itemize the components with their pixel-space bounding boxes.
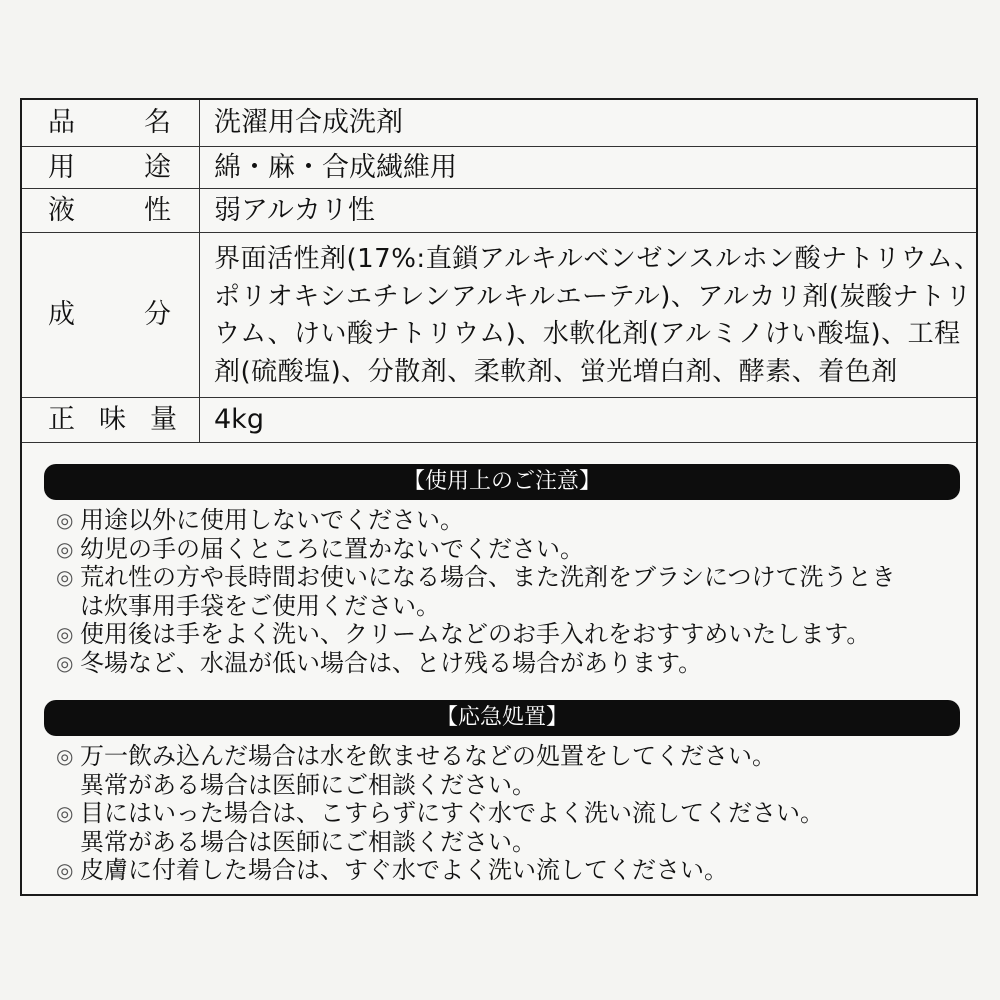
- list-item: [56, 742, 966, 799]
- list-item: [56, 799, 966, 856]
- spec-label: [22, 233, 200, 398]
- label-char: 正: [48, 404, 75, 435]
- spec-value: 弱アルカリ性: [200, 189, 977, 233]
- double-circle-icon: ◎: [56, 650, 74, 675]
- label-char: 途: [144, 151, 171, 183]
- ingredients-line: ウム、けい酸ナトリウム)、水軟化剤(アルミノけい酸塩)、工程: [214, 319, 961, 349]
- note-text: 荒れ性の方や長時間お使いになる場合、また洗剤をブラシにつけて洗うとき: [80, 563, 896, 591]
- label-panel: [20, 98, 981, 896]
- list-item: [56, 856, 966, 885]
- label-char: 量: [150, 404, 177, 435]
- spec-row-net-quantity: [22, 398, 976, 443]
- note-text: 用途以外に使用しないでください。: [80, 506, 464, 534]
- spec-label: [22, 189, 200, 233]
- list-item: [56, 535, 966, 564]
- note-text: 異常がある場合は医師にご相談ください。: [80, 827, 536, 856]
- note-text: 使用後は手をよく洗い、クリームなどのお手入れをおすすめいたします。: [80, 620, 871, 648]
- label-char: 味: [99, 404, 126, 435]
- emergency-header: 【応急処置】: [44, 700, 960, 736]
- spec-row-liquidity: [22, 189, 976, 233]
- emergency-list: [56, 742, 966, 885]
- double-circle-icon: ◎: [56, 744, 74, 768]
- double-circle-icon: ◎: [56, 801, 74, 825]
- ingredients-line: 剤(硫酸塩)、分散剤、柔軟剤、蛍光増白剤、酵素、着色剤: [214, 356, 898, 387]
- label-char: 液: [48, 194, 75, 226]
- note-text: 皮膚に付着した場合は、すぐ水でよく洗い流してください。: [80, 856, 728, 884]
- note-text: は炊事用手袋をご使用ください。: [80, 591, 440, 620]
- spec-row-usage: [22, 147, 976, 189]
- note-text: 万一飲み込んだ場合は水を飲ませるなどの処置をしてください。: [80, 742, 776, 770]
- spec-value: 洗濯用合成洗剤: [200, 100, 977, 147]
- ingredients-line: ポリオキシエチレンアルキルエーテル)、アルカリ剤(炭酸ナトリ: [214, 281, 972, 312]
- spec-label: [22, 398, 200, 443]
- caution-header: 【使用上のご注意】: [44, 464, 960, 500]
- list-item: [56, 563, 966, 620]
- ingredients-line: 界面活性剤(17%:直鎖アルキルベンゼンスルホン酸ナトリウム、: [214, 244, 981, 274]
- double-circle-icon: ◎: [56, 565, 74, 589]
- list-item: [56, 649, 966, 678]
- note-text: 異常がある場合は医師にご相談ください。: [80, 770, 536, 799]
- label-char: 成: [48, 299, 75, 330]
- caution-list: [56, 506, 966, 677]
- spec-row-product-name: [22, 100, 976, 147]
- spec-row-ingredients: [22, 233, 976, 398]
- list-item: [56, 506, 966, 535]
- spec-value: [200, 233, 981, 398]
- spec-value: 4kg: [200, 398, 977, 443]
- label-char: 用: [48, 151, 75, 183]
- label-char: 名: [144, 107, 171, 138]
- note-text: 冬場など、水温が低い場合は、とけ残る場合があります。: [80, 648, 703, 677]
- spec-table: [22, 100, 981, 443]
- spec-label: [22, 100, 200, 147]
- label-char: 分: [144, 299, 171, 330]
- double-circle-icon: ◎: [56, 536, 74, 561]
- spec-label: [22, 147, 200, 189]
- double-circle-icon: ◎: [56, 858, 74, 882]
- double-circle-icon: ◎: [56, 622, 74, 646]
- double-circle-icon: ◎: [56, 508, 74, 532]
- spec-value: 綿・麻・合成繊維用: [200, 147, 977, 189]
- note-text: 幼児の手の届くところに置かないでください。: [80, 534, 584, 563]
- list-item: [56, 620, 966, 649]
- label-char: 性: [144, 194, 171, 226]
- note-text: 目にはいった場合は、こすらずにすぐ水でよく洗い流してください。: [80, 799, 824, 827]
- label-char: 品: [48, 107, 75, 138]
